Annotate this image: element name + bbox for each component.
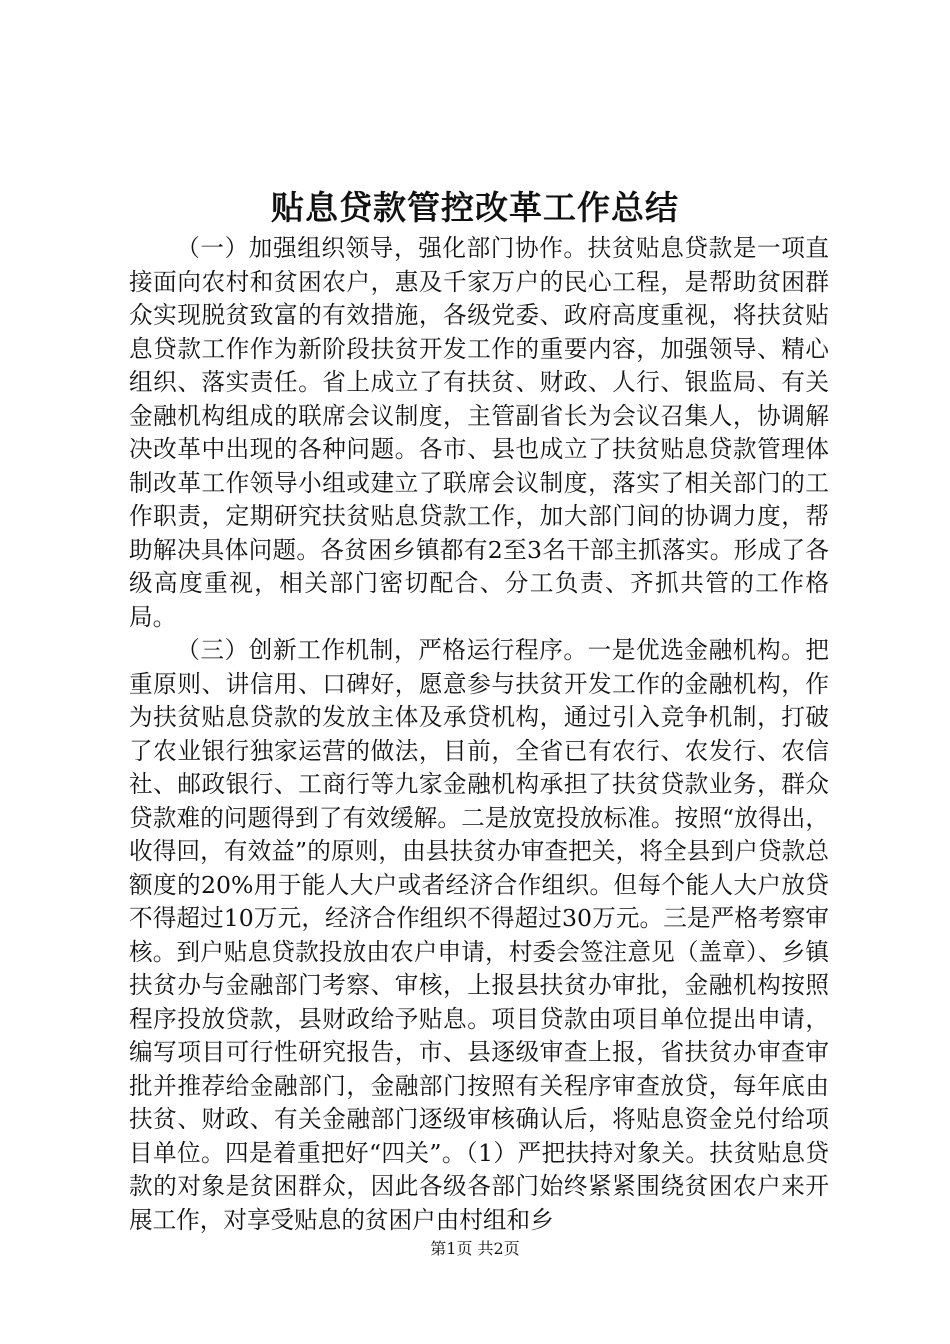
- document-body: [129, 232, 829, 1237]
- document-title: 贴息贷款管控改革工作总结: [271, 188, 679, 227]
- page-footer: 第1页 共2页: [430, 1239, 520, 1258]
- paragraph-mechanism: （三）创新工作机制，严格运行程序。一是优选金融机构。把重原则、讲信用、口碑好，愿意参与扶贫开发工作的金融机构，作为扶贫贴息贷款的发放主体及承贷机构，通过引入竞争机制，打破了农业银行独家运营的做法，目前，全省已有农行、农发行、农信社、邮政银行、工商行等九家金融机构承担了扶贫贷款业务，群众贷款难的问题得到了有效缓解。二是放宽投放标准。按照“放得出，收得回，有效益”的原则，由县扶贫办审查把关，将全县到户贷款总额度的20%用于能人大户或者经济合作组织。但每个能人大户放贷不得超过10万元，经济合作组织不得超过30万元。三是严格考察审核。到户贴息贷款投放由农户申请，村委会签注意见（盖章）、乡镇扶贫办与金融部门考察、审核，上报县扶贫办审批，金融机构按照程序投放贷款，县财政给予贴息。项目贷款由项目单位提出申请，编写项目可行性研究报告，市、县逐级审查上报，省扶贫办审查审批并推荐给金融部门，金融部门按照有关程序审查放贷，每年底由扶贫、财政、有关金融部门逐级审核确认后，将贴息资金兑付给项目单位。四是着重把好“四关”。（1）严把扶持对象关。扶贫贴息贷款的对象是贫困群众，因此各级各部门始终紧紧围绕贫困农户来开展工作，对享受贴息的贫困户由村组和乡: [129, 636, 829, 1234]
- paragraph-organization: （一）加强组织领导，强化部门协作。扶贫贴息贷款是一项直接面向农村和贫困农户，惠及千家万户的民心工程，是帮助贫困群众实现脱贫致富的有效措施，各级党委、政府高度重视，将扶贫贴息贷款工作作为新阶段扶贫开发工作的重要内容，加强领导、精心组织、落实责任。省上成立了有扶贫、财政、人行、银监局、有关金融机构组成的联席会议制度，主管副省长为会议召集人，协调解决改革中出现的各种问题。各市、县也成立了扶贫贴息贷款管理体制改革工作领导小组或建立了联席会议制度，落实了相关部门的工作职责，定期研究扶贫贴息贷款工作，加大部门间的协调力度，帮助解决具体问题。各贫困乡镇都有2至3名干部主抓落实。形成了各级高度重视，相关部门密切配合、分工负责、齐抓共管的工作格局。: [129, 234, 829, 631]
